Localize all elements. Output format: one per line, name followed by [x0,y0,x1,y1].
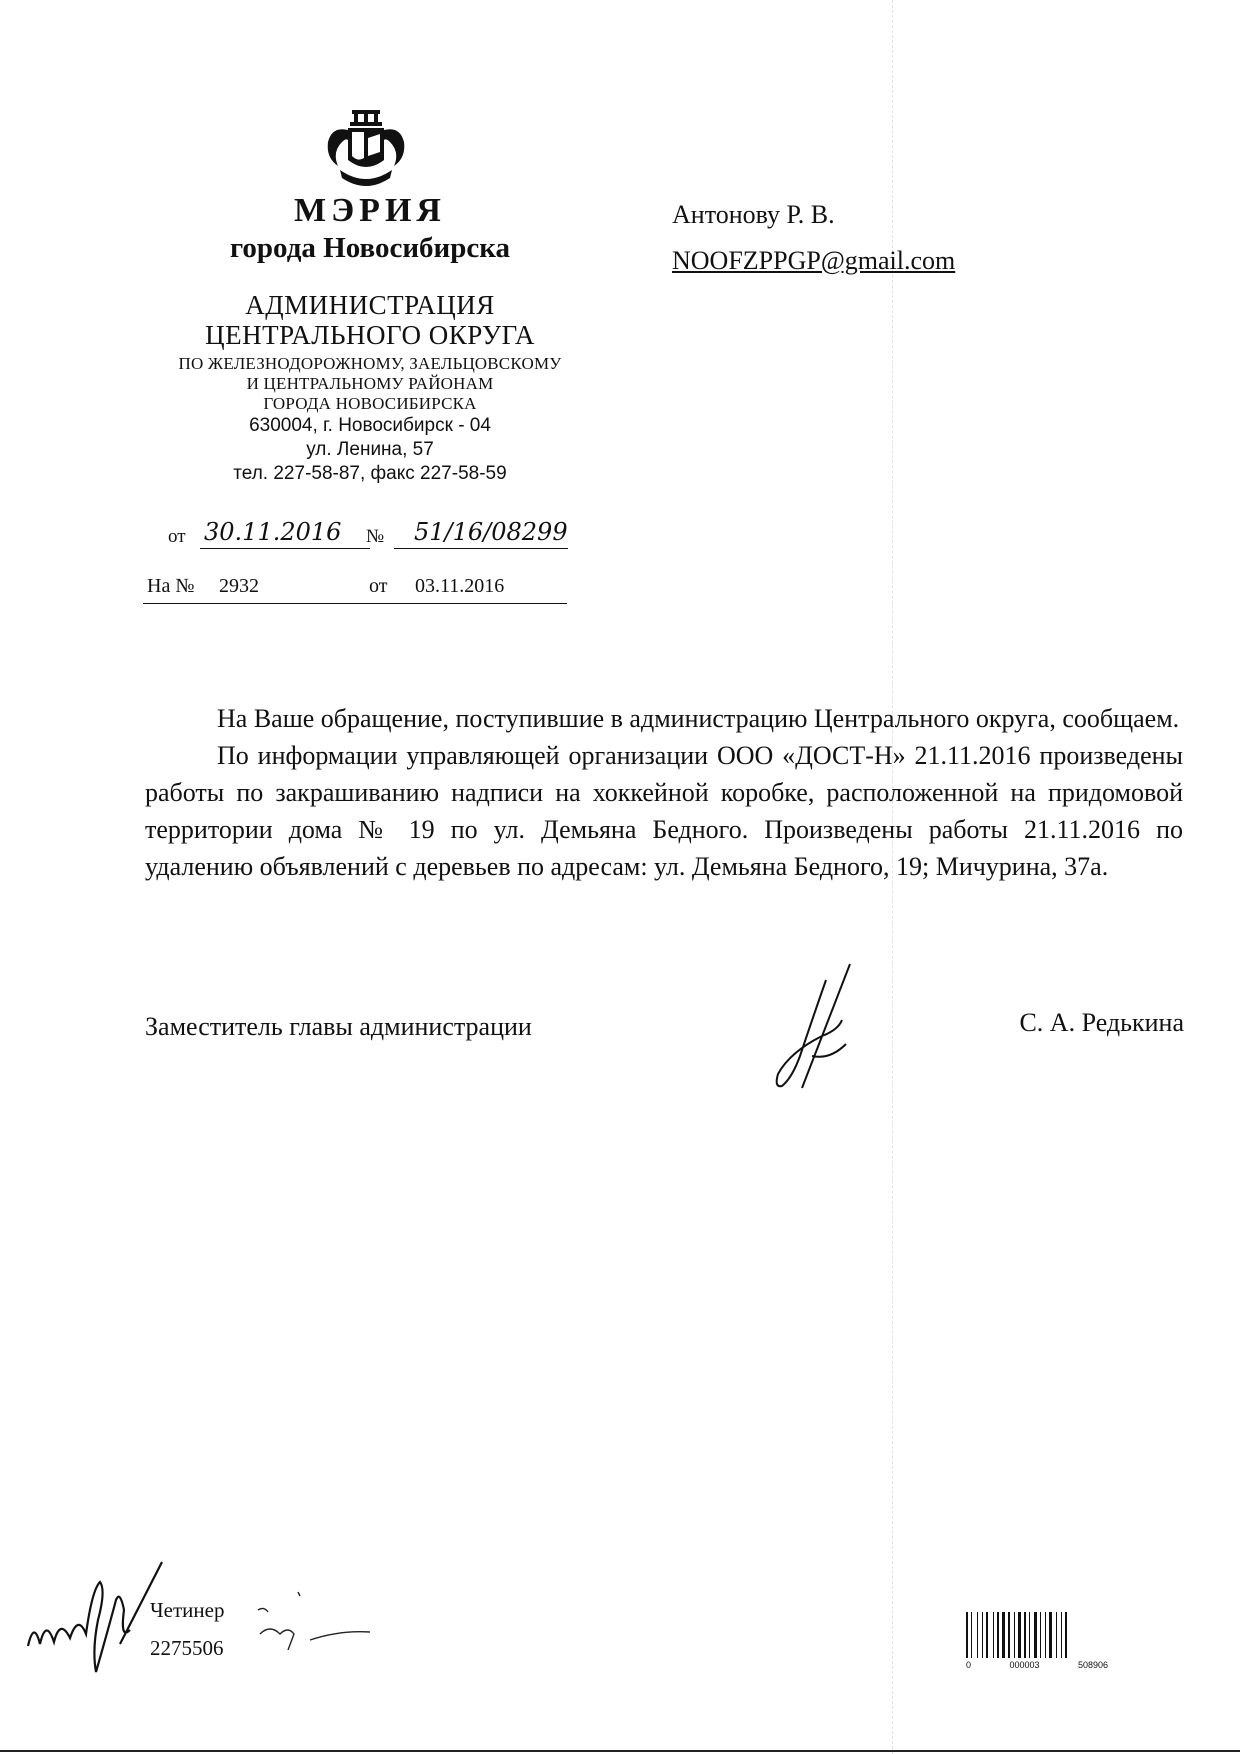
barcode-bar [997,1612,999,1658]
admin-districts-line2: И ЦЕНТРАЛЬНОМУ РАЙОНАМ [246,374,494,393]
reference-number: 2932 [219,575,259,597]
barcode [966,1612,1108,1658]
addressee-email: NOOFZPPGP@gmail.com [672,246,956,275]
mayor-subtitle: города Новосибирска [229,232,511,264]
barcode-bar [1040,1612,1041,1658]
body-paragraph-2: По информации управляющей организации ООО «ДОСТ-Н» 21.11.2016 произведены работы по закрашиванию надписи на хоккейной коробке, расположенной на придомовой территории дома № 19 по ул. Демьяна Бедного. Произведены работы 21.11.2016 по удалению объявлений с деревьев по адресам: ул. Демьяна Бедного, 19; Мичурина, 37а. [145,741,1183,881]
registration-number-underline [394,548,568,549]
contact-phones: тел. 227-58-87, факс 227-58-59 [233,463,507,484]
mayor-title: МЭРИЯ [294,192,446,229]
barcode-digits [966,1660,1108,1670]
executor-name: Четинер [150,1598,225,1622]
reference-date: 03.11.2016 [415,575,505,597]
signatory-role: Заместитель главы администрации [145,1012,532,1041]
street-address: ул. Ленина, 57 [306,439,434,460]
barcode-bar [1029,1612,1030,1658]
barcode-bar [1049,1612,1052,1658]
signatory-name: С. А. Редькина [1019,1008,1184,1037]
registration-date-label: от [168,526,186,547]
barcode-bar [971,1612,972,1658]
barcode-bar [1056,1612,1057,1658]
barcode-middle-digits: 000003 [1009,1660,1040,1670]
registration-number-label: № [366,526,385,547]
handwritten-signature [742,960,862,1092]
registration-number-handwritten: 51/16/08299 [414,518,568,546]
handwritten-scribble [250,1590,380,1650]
barcode-bar [1008,1612,1010,1658]
reference-label: На № [147,575,195,597]
barcode-bar [1014,1612,1015,1658]
reference-date-label: от [369,575,388,597]
barcode-bar [1024,1612,1026,1658]
executor-phone: 2275506 [150,1636,224,1660]
admin-districts-line1: ПО ЖЕЛЕЗНОДОРОЖНОМУ, ЗАЕЛЬЦОВСКОМУ [178,354,562,373]
barcode-left-digit: 0 [966,1660,972,1670]
registration-row [168,518,568,554]
barcode-bar [1061,1612,1062,1658]
barcode-bar [1045,1612,1046,1658]
barcode-bar [1034,1612,1037,1658]
admin-title-line1: АДМИНИСТРАЦИЯ [245,290,495,320]
barcode-bar [966,1612,968,1658]
postal-address: 630004, г. Новосибирск - 04 [249,415,491,436]
barcode-bar [986,1612,988,1658]
registration-date-handwritten: 30.11.2016 [204,518,342,546]
registration-date-underline [200,548,370,549]
barcode-bar [1018,1612,1021,1658]
reference-row [143,575,567,604]
admin-city-line: ГОРОДА НОВОСИБИРСКА [263,394,477,413]
letterhead [130,192,610,486]
barcode-bar [977,1612,978,1658]
body-paragraph-1: На Ваше обращение, поступившие в администрацию Центрального округа, сообщаем. [217,704,1180,733]
barcode-bar [1002,1612,1005,1658]
scan-bottom-edge [0,1750,1240,1752]
barcode-right-digits: 508906 [1077,1660,1108,1670]
barcode-bar [1065,1612,1067,1658]
addressee-block [672,192,955,284]
handwritten-initials [20,1560,170,1680]
admin-title-line2: ЦЕНТРАЛЬНОГО ОКРУГА [205,320,535,350]
letter-body [145,700,1183,885]
addressee-name: Антонову Р. В. [672,200,835,229]
coat-of-arms-icon [318,108,414,196]
barcode-bar [982,1612,983,1658]
barcode-bar [993,1612,994,1658]
